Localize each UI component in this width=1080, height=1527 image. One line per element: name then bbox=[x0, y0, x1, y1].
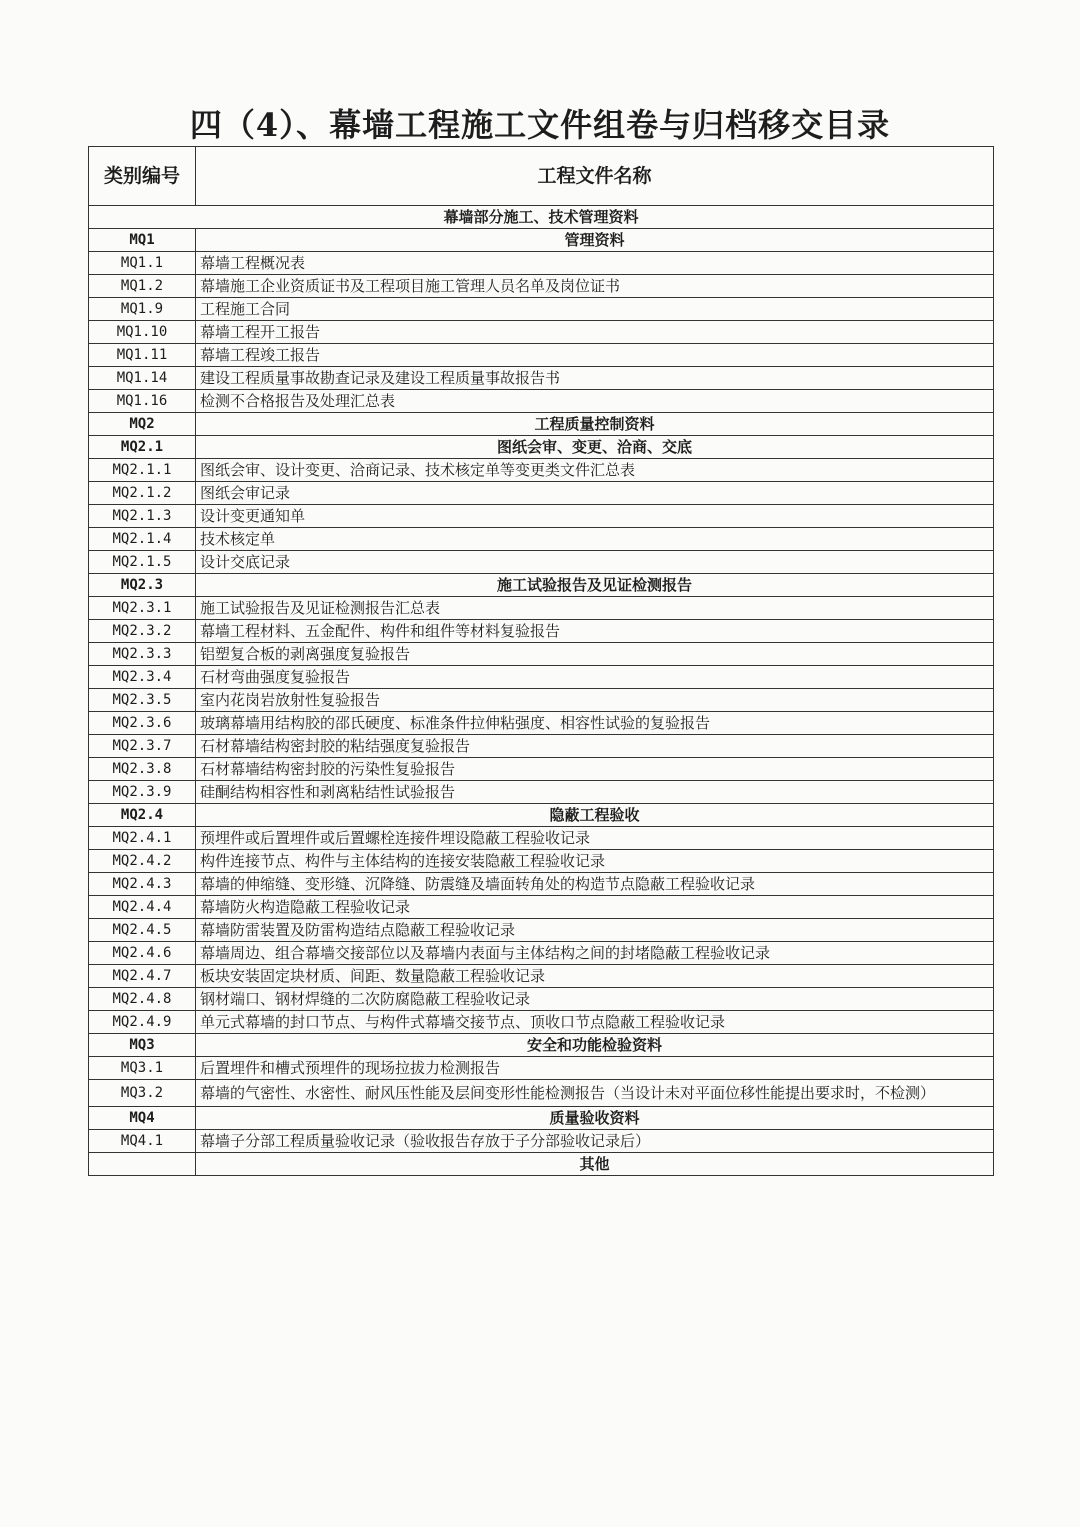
file-name: 石材幕墙结构密封胶的污染性复验报告 bbox=[196, 758, 994, 781]
category-code: MQ2.4.7 bbox=[89, 965, 196, 988]
file-name: 单元式幕墙的封口节点、与构件式幕墙交接节点、顶收口节点隐蔽工程验收记录 bbox=[196, 1011, 994, 1034]
file-name: 构件连接节点、构件与主体结构的连接安装隐蔽工程验收记录 bbox=[196, 850, 994, 873]
table-row bbox=[89, 298, 994, 321]
category-code: MQ2.3.7 bbox=[89, 735, 196, 758]
table-row bbox=[89, 1080, 994, 1107]
category-code: MQ2.4.6 bbox=[89, 942, 196, 965]
category-code: MQ2.1.1 bbox=[89, 459, 196, 482]
table-row bbox=[89, 850, 994, 873]
group-title: 质量验收资料 bbox=[196, 1107, 994, 1130]
category-code: MQ2.3.6 bbox=[89, 712, 196, 735]
category-code: MQ1 bbox=[89, 229, 196, 252]
table-row bbox=[89, 229, 994, 252]
file-name: 预埋件或后置埋件或后置螺栓连接件埋设隐蔽工程验收记录 bbox=[196, 827, 994, 850]
file-name: 石材弯曲强度复验报告 bbox=[196, 666, 994, 689]
file-name: 幕墙工程开工报告 bbox=[196, 321, 994, 344]
file-name: 技术核定单 bbox=[196, 528, 994, 551]
category-code: MQ2.4 bbox=[89, 804, 196, 827]
file-name: 板块安装固定块材质、间距、数量隐蔽工程验收记录 bbox=[196, 965, 994, 988]
category-code: MQ1.14 bbox=[89, 367, 196, 390]
file-name: 硅酮结构相容性和剥离粘结性试验报告 bbox=[196, 781, 994, 804]
category-code: MQ1.11 bbox=[89, 344, 196, 367]
table-row bbox=[89, 206, 994, 229]
category-code: MQ2.3.4 bbox=[89, 666, 196, 689]
group-title: 工程质量控制资料 bbox=[196, 413, 994, 436]
table-row bbox=[89, 321, 994, 344]
file-name: 幕墙防雷装置及防雷构造结点隐蔽工程验收记录 bbox=[196, 919, 994, 942]
file-name: 玻璃幕墙用结构胶的邵氏硬度、标准条件拉伸粘强度、相容性试验的复验报告 bbox=[196, 712, 994, 735]
file-name: 施工试验报告及见证检测报告汇总表 bbox=[196, 597, 994, 620]
table-row bbox=[89, 551, 994, 574]
table-row bbox=[89, 505, 994, 528]
category-code: MQ2.3.5 bbox=[89, 689, 196, 712]
category-code: MQ2.1.4 bbox=[89, 528, 196, 551]
table-row bbox=[89, 804, 994, 827]
file-name: 室内花岗岩放射性复验报告 bbox=[196, 689, 994, 712]
category-code: MQ2.3.1 bbox=[89, 597, 196, 620]
table-row bbox=[89, 919, 994, 942]
category-code: MQ4 bbox=[89, 1107, 196, 1130]
table-row bbox=[89, 643, 994, 666]
file-name: 幕墙的伸缩缝、变形缝、沉降缝、防震缝及墙面转角处的构造节点隐蔽工程验收记录 bbox=[196, 873, 994, 896]
header-category-code: 类别编号 bbox=[89, 147, 196, 206]
category-code: MQ2.1 bbox=[89, 436, 196, 459]
table-row bbox=[89, 528, 994, 551]
table-row bbox=[89, 1107, 994, 1130]
file-name: 幕墙防火构造隐蔽工程验收记录 bbox=[196, 896, 994, 919]
table-row bbox=[89, 459, 994, 482]
header-file-name: 工程文件名称 bbox=[196, 147, 994, 206]
table-row bbox=[89, 942, 994, 965]
table-row bbox=[89, 689, 994, 712]
file-name: 幕墙周边、组合幕墙交接部位以及幕墙内表面与主体结构之间的封堵隐蔽工程验收记录 bbox=[196, 942, 994, 965]
group-title: 其他 bbox=[196, 1153, 994, 1176]
category-code: MQ2.4.9 bbox=[89, 1011, 196, 1034]
file-name: 石材幕墙结构密封胶的粘结强度复验报告 bbox=[196, 735, 994, 758]
table-row bbox=[89, 1057, 994, 1080]
group-title: 安全和功能检验资料 bbox=[196, 1034, 994, 1057]
file-name: 检测不合格报告及处理汇总表 bbox=[196, 390, 994, 413]
table-row bbox=[89, 758, 994, 781]
table-row bbox=[89, 896, 994, 919]
file-name: 工程施工合同 bbox=[196, 298, 994, 321]
category-code: MQ1.1 bbox=[89, 252, 196, 275]
category-code: MQ2.4.3 bbox=[89, 873, 196, 896]
group-title: 施工试验报告及见证检测报告 bbox=[196, 574, 994, 597]
table-row bbox=[89, 367, 994, 390]
category-code: MQ4.1 bbox=[89, 1130, 196, 1153]
category-code: MQ2.1.2 bbox=[89, 482, 196, 505]
category-code: MQ3.2 bbox=[89, 1080, 196, 1107]
table-header-row bbox=[89, 147, 994, 206]
category-code: MQ1.2 bbox=[89, 275, 196, 298]
category-code: MQ3.1 bbox=[89, 1057, 196, 1080]
file-name: 建设工程质量事故勘查记录及建设工程质量事故报告书 bbox=[196, 367, 994, 390]
table-row bbox=[89, 735, 994, 758]
category-code bbox=[89, 1153, 196, 1176]
table-row bbox=[89, 666, 994, 689]
table-row bbox=[89, 390, 994, 413]
file-name: 幕墙工程材料、五金配件、构件和组件等材料复验报告 bbox=[196, 620, 994, 643]
group-title: 图纸会审、变更、洽商、交底 bbox=[196, 436, 994, 459]
table-row bbox=[89, 988, 994, 1011]
file-name: 设计变更通知单 bbox=[196, 505, 994, 528]
category-code: MQ2.4.5 bbox=[89, 919, 196, 942]
table-row bbox=[89, 597, 994, 620]
category-code: MQ2.4.4 bbox=[89, 896, 196, 919]
table-row bbox=[89, 620, 994, 643]
category-code: MQ2 bbox=[89, 413, 196, 436]
table-row bbox=[89, 712, 994, 735]
table-row bbox=[89, 413, 994, 436]
file-name: 图纸会审、设计变更、洽商记录、技术核定单等变更类文件汇总表 bbox=[196, 459, 994, 482]
group-title: 隐蔽工程验收 bbox=[196, 804, 994, 827]
file-name: 铝塑复合板的剥离强度复验报告 bbox=[196, 643, 994, 666]
category-code: MQ1.9 bbox=[89, 298, 196, 321]
section-title: 幕墙部分施工、技术管理资料 bbox=[89, 206, 994, 229]
category-code: MQ2.3 bbox=[89, 574, 196, 597]
table-row bbox=[89, 873, 994, 896]
file-name: 幕墙的气密性、水密性、耐风压性能及层间变形性能检测报告（当设计未对平面位移性能提出要求时，不检测） bbox=[196, 1080, 994, 1107]
table-row bbox=[89, 827, 994, 850]
group-title: 管理资料 bbox=[196, 229, 994, 252]
table-row bbox=[89, 1034, 994, 1057]
file-name: 设计交底记录 bbox=[196, 551, 994, 574]
file-name: 幕墙子分部工程质量验收记录（验收报告存放于子分部验收记录后） bbox=[196, 1130, 994, 1153]
category-code: MQ2.4.2 bbox=[89, 850, 196, 873]
table-row bbox=[89, 965, 994, 988]
table-row bbox=[89, 436, 994, 459]
table-row bbox=[89, 252, 994, 275]
document-title: 四（4）、幕墙工程施工文件组卷与归档移交目录 bbox=[189, 106, 891, 144]
category-code: MQ2.1.3 bbox=[89, 505, 196, 528]
category-code: MQ2.4.8 bbox=[89, 988, 196, 1011]
category-code: MQ3 bbox=[89, 1034, 196, 1057]
category-code: MQ2.3.9 bbox=[89, 781, 196, 804]
category-code: MQ2.3.8 bbox=[89, 758, 196, 781]
file-name: 图纸会审记录 bbox=[196, 482, 994, 505]
table-row bbox=[89, 482, 994, 505]
category-code: MQ2.4.1 bbox=[89, 827, 196, 850]
category-code: MQ2.1.5 bbox=[89, 551, 196, 574]
table-row bbox=[89, 574, 994, 597]
category-code: MQ2.3.3 bbox=[89, 643, 196, 666]
table-row bbox=[89, 781, 994, 804]
file-name: 幕墙工程竣工报告 bbox=[196, 344, 994, 367]
archive-catalog-table bbox=[88, 146, 994, 1176]
table-row bbox=[89, 1011, 994, 1034]
file-name: 幕墙工程概况表 bbox=[196, 252, 994, 275]
category-code: MQ1.10 bbox=[89, 321, 196, 344]
file-name: 后置埋件和槽式预埋件的现场拉拔力检测报告 bbox=[196, 1057, 994, 1080]
table-row bbox=[89, 275, 994, 298]
category-code: MQ1.16 bbox=[89, 390, 196, 413]
table-row bbox=[89, 1130, 994, 1153]
table-row bbox=[89, 344, 994, 367]
table-row bbox=[89, 1153, 994, 1176]
file-name: 幕墙施工企业资质证书及工程项目施工管理人员名单及岗位证书 bbox=[196, 275, 994, 298]
category-code: MQ2.3.2 bbox=[89, 620, 196, 643]
file-name: 钢材端口、钢材焊缝的二次防腐隐蔽工程验收记录 bbox=[196, 988, 994, 1011]
